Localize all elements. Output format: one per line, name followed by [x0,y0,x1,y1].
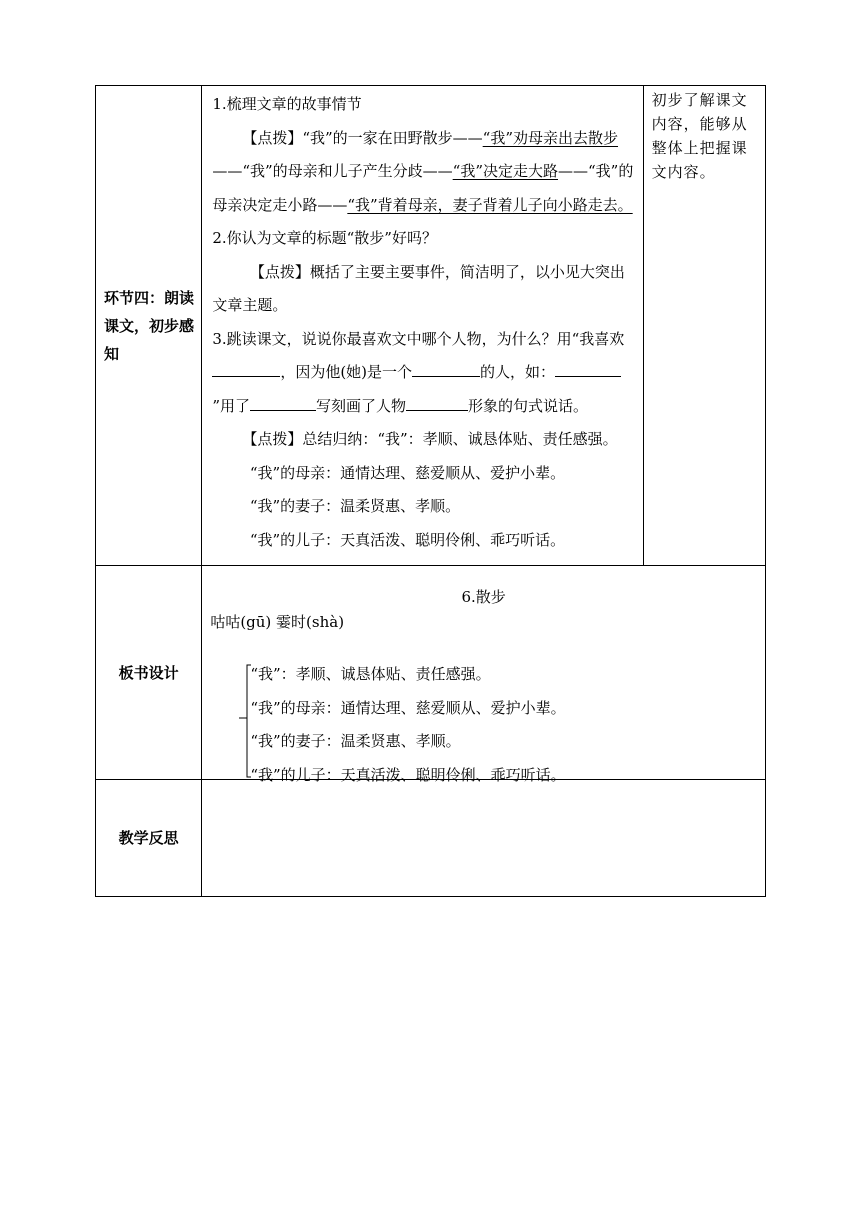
fill-blank[interactable] [555,356,621,377]
q3-text: 3.跳读课文，说说你最喜欢文中哪个人物，为什么？用“我喜欢 [212,329,625,348]
board-lines [250,658,565,792]
fill-blank[interactable] [406,390,468,411]
q2-title: 2.你认为文章的标题“散步”好吗？ [212,229,437,247]
hint-underlined-text: “我”劝母亲出去散步 [482,128,619,147]
reflection-row [96,780,766,897]
character-wife: “我”的妻子：温柔贤惠、孝顺。 [249,497,461,515]
board-row [96,566,766,780]
character-son: “我”的儿子：天真活泼、聪明伶俐、乖巧听话。 [249,530,566,549]
hint-text: 概括了主要主要事件，简洁明了，以小见大突出文章主题。 [212,262,625,314]
fill-blank[interactable] [412,356,480,377]
q3-prompt [212,323,634,424]
design-intent: 初步了解课文内容，能够从整体上把握课文内容。 [643,86,765,566]
board-line: “我”的儿子：天真活泼、聪明伶俐、乖巧听话。 [250,765,566,784]
hint-text: ——“我”的母亲和儿子产生分歧—— [212,162,453,180]
reflection-label: 教学反思 [96,780,202,897]
character-mother: “我”的母亲：通情达理、慈爱顺从、爱护小辈。 [249,463,566,482]
hint-tag: 【点拨】 [242,128,303,147]
board-line: “我”的母亲：通情达理、慈爱顺从、爱护小辈。 [250,698,566,717]
hint-text: 总结归纳：“我”：孝顺、诚恳体贴、责任感强。 [302,430,618,448]
section4-label: 环节四：朗读课文，初步感知 [96,86,202,566]
board-content [202,566,766,784]
hint-underlined-text: “我”背着母亲，妻子背着儿子向小路走去。 [347,195,633,214]
q3-text: ，因为他(她)是一个 [280,363,413,381]
board-pinyin: 咕咕(gū) 霎时(shà) [210,613,345,631]
board-label: 板书设计 [96,566,202,780]
board-line: “我”的妻子：温柔贤惠、孝顺。 [250,732,461,750]
fill-blank[interactable] [212,356,280,377]
hint-text: “我”的一家在田野散步—— [302,128,483,147]
q3-text: 形象的句式说话。 [468,396,589,415]
q3-hint [212,423,634,457]
hint-underlined-text: “我”决定走大路 [452,162,558,180]
q2-hint [212,256,634,323]
hint-tag: 【点拨】 [242,430,303,448]
lesson-plan-table [95,85,766,897]
q1-title: 1.梳理文章的故事情节 [212,95,362,113]
reflection-content[interactable] [202,780,766,897]
hint-tag: 【点拨】 [249,262,310,281]
section4-content [202,86,643,566]
q1-hint [212,122,634,223]
hint-text: ——“我”的母亲决定走小路—— [212,162,634,214]
q3-text: ”用了 [212,396,250,415]
q3-text: 的人，如： [480,363,556,381]
board-title: 6.散步 [461,588,506,606]
fill-blank[interactable] [250,390,316,411]
q3-text: 写刻画了人物 [315,396,406,415]
board-line: “我”：孝顺、诚恳体贴、责任感强。 [250,665,491,683]
section4-row [96,86,766,566]
